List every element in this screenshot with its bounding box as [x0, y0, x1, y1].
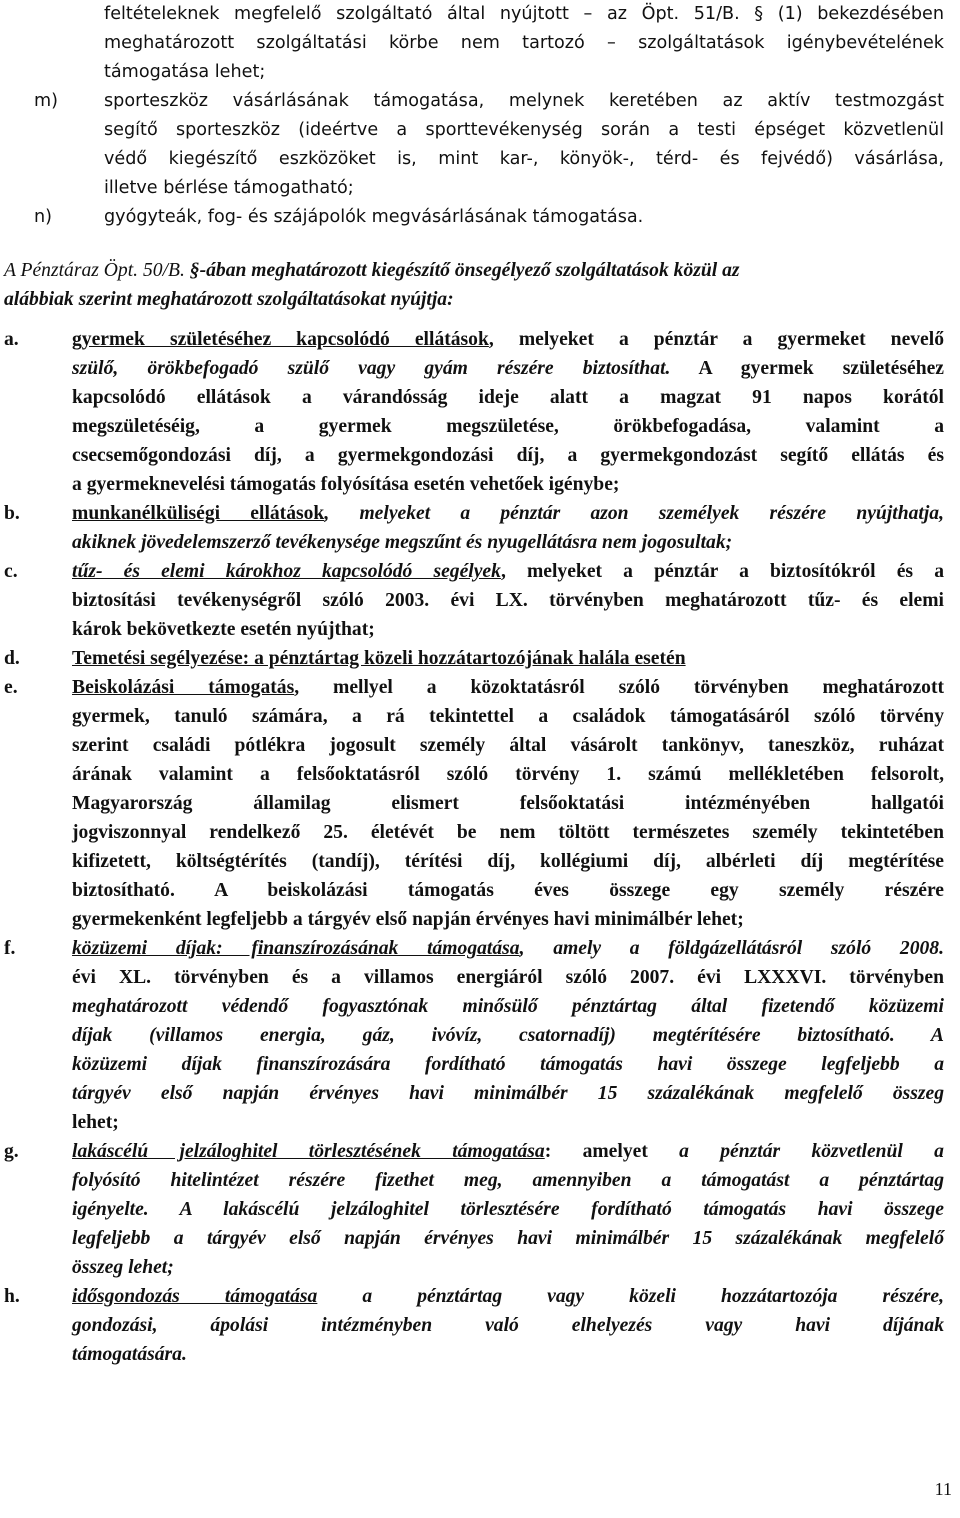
list-marker: m): [34, 91, 59, 111]
service-title: Temetési segélyezése: a pénztártag közeli hozzátartozójának halála esetén: [72, 648, 686, 669]
service-item-b: b. munkanélküliségi ellátások, melyeket a pénztár azon személyek részére nyújthatja, akiknek jövedelemszerző tevékenysége megszűnt és nyugellátásra nem jogosultak;: [0, 499, 960, 557]
section-intro: [4, 256, 944, 314]
list-marker: h.: [4, 1286, 20, 1307]
text-line: sporteszköz vásárlásának támogatása, melynek keretében az aktív testmozgást: [104, 91, 944, 111]
list-marker: d.: [4, 648, 20, 669]
list-marker: a.: [4, 329, 19, 350]
service-item-e: e. Beiskolázási támogatás, mellyel a közoktatásról szóló törvényben meghatározott gyermek, tanuló számára, a rá tekintettel a családok támogatásáról szóló törvény szerint családi pótlékra jogosult személy által vásárolt tankönyv, taneszköz, ruházat árának valamint a felsőoktatásról szóló törvény 1. számú mellékletében felsorolt, Magyarország államilag elismert felsőoktatási intézményében hallgatói jogviszonnyal rendelkező 25. életévét be nem töltött természetes személy tekintetében kifizetett, költségtérítés (tandíj), térítési díj, kollégiumi díj, albérleti díj megtérítése biztosítható. A beiskolázási támogatás éves összege egy személy részére gyermekenként legfeljebb a tárgyév első napján érvényes havi minimálbér lehet;: [0, 673, 960, 934]
service-title: lakáscélú jelzáloghitel törlesztésének támogatása: [72, 1141, 545, 1162]
service-item-f: f. közüzemi díjak: finanszírozásának támogatása, amely a földgázellátásról szóló 2008. évi XL. törvényben és a villamos energiáról szóló 2007. évi LXXXVI. törvényben meghatározott védendő fogyasztónak minősülő pénztártag által fizetendő közüzemi díjak (villamos energia, gáz, ivóvíz, csatornadíj) megtérítésére biztosítható. A közüzemi díjak finanszírozására fordítható támogatás havi összege legfeljebb a tárgyév első napján érvényes havi minimálbér 15 százalékának megfelelő összeg lehet;: [0, 934, 960, 1137]
service-title: közüzemi díjak: finanszírozásának támogatása: [72, 938, 520, 959]
list-marker: [0, 0, 104, 87]
list-marker: n): [34, 207, 53, 227]
top-list: [0, 0, 960, 232]
service-item-d: [0, 644, 960, 673]
list-marker: c.: [4, 561, 18, 582]
list-item: [0, 0, 960, 87]
text-line: meghatározott szolgáltatási körbe nem tartozó – szolgáltatások igénybevételének: [104, 33, 944, 53]
list-marker: f.: [4, 938, 16, 959]
service-title: gyermek születéséhez kapcsolódó ellátások: [72, 329, 489, 350]
service-item-g: g. lakáscélú jelzáloghitel törlesztésének támogatása: amelyet a pénztár közvetlenül a folyósító hitelintézet részére fizethet meg, amennyiben a támogatást a pénztártag igényelte. A lakáscélú jelzáloghitel törlesztésére fordítható támogatás havi összege legfeljebb a tárgyév első napján érvényes havi minimálbér 15 százalékának megfelelő összeg lehet;: [0, 1137, 960, 1282]
service-title: idősgondozás támogatása: [72, 1286, 318, 1307]
list-marker: e.: [4, 677, 18, 698]
text-line: illetve bérlése támogatható;: [104, 178, 354, 198]
text-line: védő kiegészítő eszközöket is, mint kar-, könyök-, térd- és fejvédő) vásárlása,: [104, 149, 944, 169]
list-marker: g.: [4, 1141, 19, 1162]
list-item-n: [0, 203, 960, 232]
intro-lead: A Pénztáraz Öpt. 50/B.: [4, 260, 190, 281]
text-line: segítő sporteszköz (ideértve a sporttevékenység során a testi épséget közvetlenül: [104, 120, 944, 140]
intro-text: §-ában meghatározott kiegészítő önsegélyező szolgáltatások közül az: [189, 260, 740, 281]
page-number: 11: [934, 1479, 952, 1499]
service-title: tűz- és elemi károkhoz kapcsolódó segélyek: [72, 561, 501, 582]
text-line: feltételeknek megfelelő szolgáltató által nyújtott – az Öpt. 51/B. § (1) bekezdésében: [104, 4, 944, 24]
service-item-c: c. tűz- és elemi károkhoz kapcsolódó segélyek, melyeket a pénztár a biztosítókról és a biztosítási tevékenységről szóló 2003. évi LX. törvényben meghatározott tűz- és elemi károk bekövetkezte esetén nyújthat;: [0, 557, 960, 644]
text-line: gyógyteák, fog- és szájápolók megvásárlásának támogatása.: [104, 207, 644, 227]
list-item-m: [0, 87, 960, 203]
list-marker: b.: [4, 503, 20, 524]
intro-text: alábbiak szerint meghatározott szolgáltatásokat nyújtja:: [4, 289, 454, 310]
service-title: munkanélküliségi ellátások: [72, 503, 325, 524]
services-list: [0, 325, 960, 1369]
service-title: Beiskolázási támogatás: [72, 677, 295, 698]
service-item-a: a. gyermek születéséhez kapcsolódó ellátások, melyeket a pénztár a gyermeket nevelő szülő, örökbefogadó szülő vagy gyám részére biztosíthat. A gyermek születéséhez kapcsolódó ellátások a várandósság ideje alatt a magzat 91 napos korától megszületéséig, a gyermek megszületése, örökbefogadása, valamint a csecsemőgondozási díj, a gyermekgondozási díj, a gyermekgondozást segítő ellátás és a gyermeknevelési támogatás folyósítása esetén vehetőek igénybe;: [0, 325, 960, 499]
service-item-h: h. idősgondozás támogatása a pénztártag vagy közeli hozzátartozója részére, gondozási, ápolási intézményben való elhelyezés vagy havi díjának támogatására.: [0, 1282, 960, 1369]
text-line: támogatása lehet;: [104, 62, 266, 82]
